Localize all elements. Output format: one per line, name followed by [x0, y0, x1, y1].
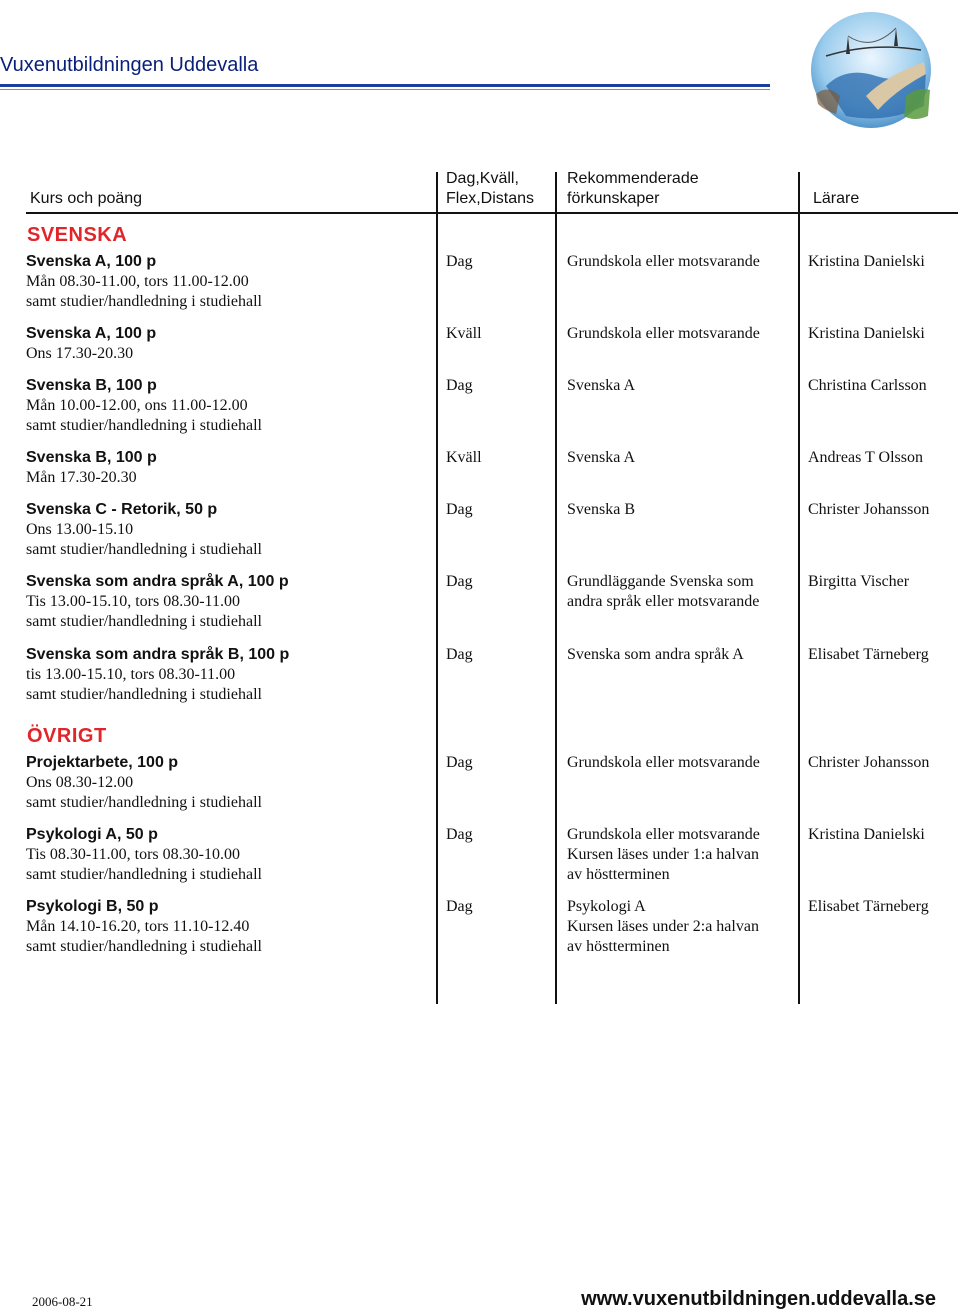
course-prerequisite-line: Grundskola eller motsvarande	[567, 325, 760, 342]
course-schedule-line: samt studier/handledning i studiehall	[26, 613, 262, 630]
course-prerequisite-line: Grundläggande Svenska som	[567, 573, 754, 590]
course-schedule-line: samt studier/handledning i studiehall	[26, 417, 262, 434]
course-teacher: Kristina Danielski	[808, 325, 925, 342]
course-schedule-line: Ons 13.00-15.10	[26, 521, 134, 538]
course-mode: Dag	[446, 501, 473, 518]
organization-title: Vuxenutbildningen Uddevalla	[0, 54, 259, 76]
course-name: Svenska som andra språk B, 100 p	[26, 646, 290, 663]
course-name: Svenska C - Retorik, 50 p	[26, 501, 218, 518]
course-schedule-line: samt studier/handledning i studiehall	[26, 794, 262, 811]
course-prerequisite-line: andra språk eller motsvarande	[567, 593, 760, 610]
course-name: Svenska A, 100 p	[26, 325, 157, 342]
header-rule-thin	[0, 89, 770, 90]
column-header-teacher: Lärare	[813, 190, 860, 207]
course-prerequisite-line: av höstterminen	[567, 866, 670, 883]
course-teacher: Birgitta Vischer	[808, 573, 910, 590]
course-schedule-line: samt studier/handledning i studiehall	[26, 541, 262, 558]
column-divider	[555, 172, 557, 1004]
course-prerequisite-line: Svenska B	[567, 501, 635, 518]
footer-website-link[interactable]: www.vuxenutbildningen.uddevalla.se	[581, 1288, 936, 1310]
course-name: Svenska B, 100 p	[26, 449, 157, 466]
course-teacher: Elisabet Tärneberg	[808, 898, 929, 915]
course-mode: Kväll	[446, 449, 482, 466]
column-divider	[436, 172, 438, 1004]
course-name: Svenska A, 100 p	[26, 253, 157, 270]
course-prerequisite-line: Svenska som andra språk A	[567, 646, 744, 663]
course-mode: Dag	[446, 253, 473, 270]
course-mode: Dag	[446, 573, 473, 590]
bridge-logo-image	[806, 6, 936, 134]
course-teacher: Christer Johansson	[808, 754, 930, 771]
course-schedule-line: Tis 08.30-11.00, tors 08.30-10.00	[26, 846, 240, 863]
course-schedule-line: Mån 17.30-20.30	[26, 469, 137, 486]
course-teacher: Andreas T Olsson	[808, 449, 923, 466]
column-header-prereq	[567, 169, 699, 209]
course-name: Psykologi B, 50 p	[26, 898, 159, 915]
course-prerequisite-line: Svenska A	[567, 377, 635, 394]
column-header-mode-line1: Dag,Kväll,	[446, 170, 519, 187]
course-mode: Dag	[446, 377, 473, 394]
course-name: Psykologi A, 50 p	[26, 826, 158, 843]
course-schedule-line: samt studier/handledning i studiehall	[26, 686, 262, 703]
course-schedule-line: Mån 14.10-16.20, tors 11.10-12.40	[26, 918, 250, 935]
course-schedule-line: samt studier/handledning i studiehall	[26, 938, 262, 955]
course-mode: Kväll	[446, 325, 482, 342]
course-schedule-line: Mån 08.30-11.00, tors 11.00-12.00	[26, 273, 249, 290]
course-teacher: Kristina Danielski	[808, 253, 925, 270]
section-title-ovrigt: ÖVRIGT	[27, 725, 107, 747]
course-name: Svenska som andra språk A, 100 p	[26, 573, 289, 590]
course-schedule-line: Ons 08.30-12.00	[26, 774, 134, 791]
course-teacher: Christina Carlsson	[808, 377, 927, 394]
course-teacher: Elisabet Tärneberg	[808, 646, 929, 663]
course-schedule-line: tis 13.00-15.10, tors 08.30-11.00	[26, 666, 236, 683]
course-name: Svenska B, 100 p	[26, 377, 157, 394]
course-schedule-line: samt studier/handledning i studiehall	[26, 866, 262, 883]
course-schedule-line: Ons 17.30-20.30	[26, 345, 134, 362]
column-divider	[798, 172, 800, 1004]
column-header-mode	[446, 169, 534, 209]
course-prerequisite-line: Psykologi A	[567, 898, 646, 915]
course-prerequisite-line: Svenska A	[567, 449, 635, 466]
section-title-svenska: SVENSKA	[27, 224, 128, 246]
course-schedule-line: Tis 13.00-15.10, tors 08.30-11.00	[26, 593, 240, 610]
course-prerequisite-line: Grundskola eller motsvarande	[567, 754, 760, 771]
course-prerequisite-line: Kursen läses under 2:a halvan	[567, 918, 759, 935]
course-name: Projektarbete, 100 p	[26, 754, 179, 771]
course-mode: Dag	[446, 646, 473, 663]
column-header-course: Kurs och poäng	[30, 190, 143, 207]
course-prerequisite-line: Grundskola eller motsvarande	[567, 826, 760, 843]
course-prerequisite-line: av höstterminen	[567, 938, 670, 955]
course-prerequisite-line: Grundskola eller motsvarande	[567, 253, 760, 270]
column-header-prereq-line1: Rekommenderade	[567, 170, 699, 187]
footer-date: 2006-08-21	[32, 1294, 93, 1309]
course-mode: Dag	[446, 754, 473, 771]
course-schedule-line: samt studier/handledning i studiehall	[26, 293, 262, 310]
course-mode: Dag	[446, 898, 473, 915]
column-header-mode-line2: Flex,Distans	[446, 190, 535, 207]
course-teacher: Christer Johansson	[808, 501, 930, 518]
course-mode: Dag	[446, 826, 473, 843]
course-schedule-line: Mån 10.00-12.00, ons 11.00-12.00	[26, 397, 248, 414]
column-header-prereq-line2: förkunskaper	[567, 190, 660, 207]
header-divider	[26, 212, 958, 214]
course-teacher: Kristina Danielski	[808, 826, 925, 843]
header-rule	[0, 84, 770, 87]
course-prerequisite-line: Kursen läses under 1:a halvan	[567, 846, 759, 863]
